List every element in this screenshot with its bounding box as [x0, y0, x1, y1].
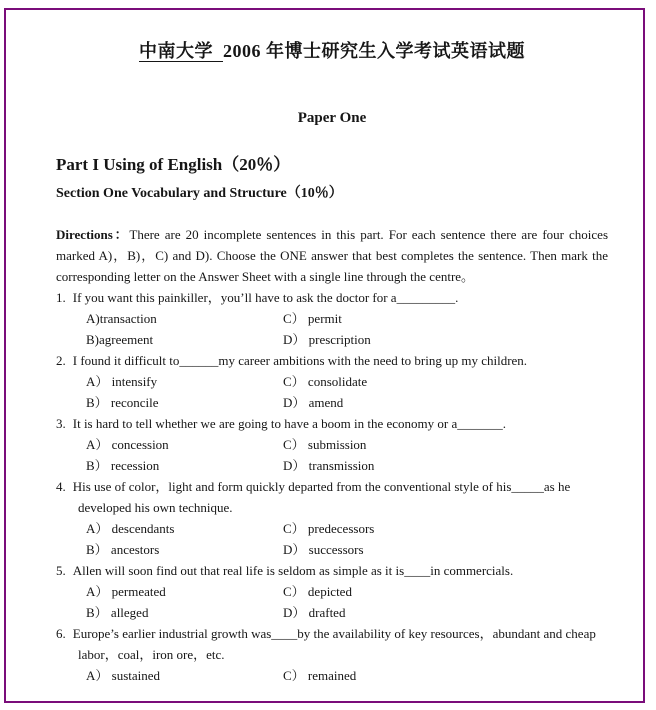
option-label: D） amend [283, 395, 344, 410]
part-heading: Part I Using of English（20％） [56, 155, 291, 174]
option-label: B） alleged [86, 605, 149, 620]
option-label: A） descendants [86, 521, 175, 536]
title-rest: 2006 年博士研究生入学考试英语试题 [223, 41, 525, 61]
option-label: D） successors [283, 542, 364, 557]
question-item [56, 350, 608, 413]
directions [56, 224, 608, 287]
question-sentence: Allen will soon find out that real life is seldom as simple as it is____in commercials. [72, 563, 514, 578]
options [86, 581, 608, 623]
question-item [56, 413, 608, 476]
options [86, 518, 608, 560]
option-label: D） transmission [283, 458, 375, 473]
option-label: A） intensify [86, 374, 158, 389]
question-item [56, 623, 608, 686]
question-item [56, 476, 608, 560]
question-number: 1. [56, 290, 66, 305]
question-number: 6. [56, 626, 66, 641]
option-label: B） recession [86, 458, 160, 473]
section-heading: Section One Vocabulary and Structure（10％） [56, 186, 343, 201]
question-sentence: If you want this painkiller，you’ll have to ask the doctor for a_________. [72, 290, 459, 305]
option-label: B） ancestors [86, 542, 160, 557]
option-label: D） drafted [283, 605, 346, 620]
option-label: C） predecessors [283, 521, 375, 536]
option-label: C） consolidate [283, 374, 368, 389]
question-sentence: Europe’s earlier industrial growth was____by the availability of key resources，abundant and cheap labor，coal，iron ore，etc. [72, 626, 596, 662]
question-item [56, 287, 608, 350]
page-title [56, 40, 608, 62]
option-label: C） remained [283, 668, 357, 683]
university-name: 中南大学 [139, 41, 223, 62]
question-text [56, 476, 608, 518]
options [86, 371, 608, 413]
question-sentence: I found it difficult to______my career ambitions with the need to bring up my children. [72, 353, 528, 368]
question-number: 5. [56, 563, 66, 578]
option-label: A） sustained [86, 668, 161, 683]
option-label: D） prescription [283, 332, 371, 347]
option-label: A） permeated [86, 584, 166, 599]
question-text [56, 350, 608, 371]
question-text [56, 413, 608, 434]
option-label: C） permit [283, 311, 342, 326]
question-item [56, 560, 608, 623]
question-text [56, 623, 608, 665]
question-sentence: His use of color，light and form quickly departed from the conventional style of his_____as he developed his own technique. [72, 479, 571, 515]
question-text [56, 560, 608, 581]
option-label: B)agreement [86, 332, 154, 347]
option-label: A)transaction [86, 311, 157, 326]
question-number: 2. [56, 353, 66, 368]
option-label: B） reconcile [86, 395, 159, 410]
directions-label: Directions： [56, 227, 130, 242]
option-label: A） concession [86, 437, 169, 452]
question-sentence: It is hard to tell whether we are going to have a boom in the economy or a_______. [72, 416, 506, 431]
options [86, 434, 608, 476]
option-label: C） submission [283, 437, 367, 452]
options [86, 665, 608, 686]
question-text [56, 287, 608, 308]
directions-text: There are 20 incomplete sentences in this part. For each sentence there are four choices marked A)，B)，C) and D). Choose the ONE answer that best completes the sentence. Then mark the corresponding letter on the Answer Sheet with a single line through the centre。 [56, 227, 608, 284]
question-list [56, 287, 608, 686]
option-label: C） depicted [283, 584, 352, 599]
options [86, 308, 608, 350]
exam-page [56, 0, 608, 686]
question-number: 4. [56, 479, 66, 494]
question-number: 3. [56, 416, 66, 431]
paper-heading: Paper One [297, 110, 367, 126]
